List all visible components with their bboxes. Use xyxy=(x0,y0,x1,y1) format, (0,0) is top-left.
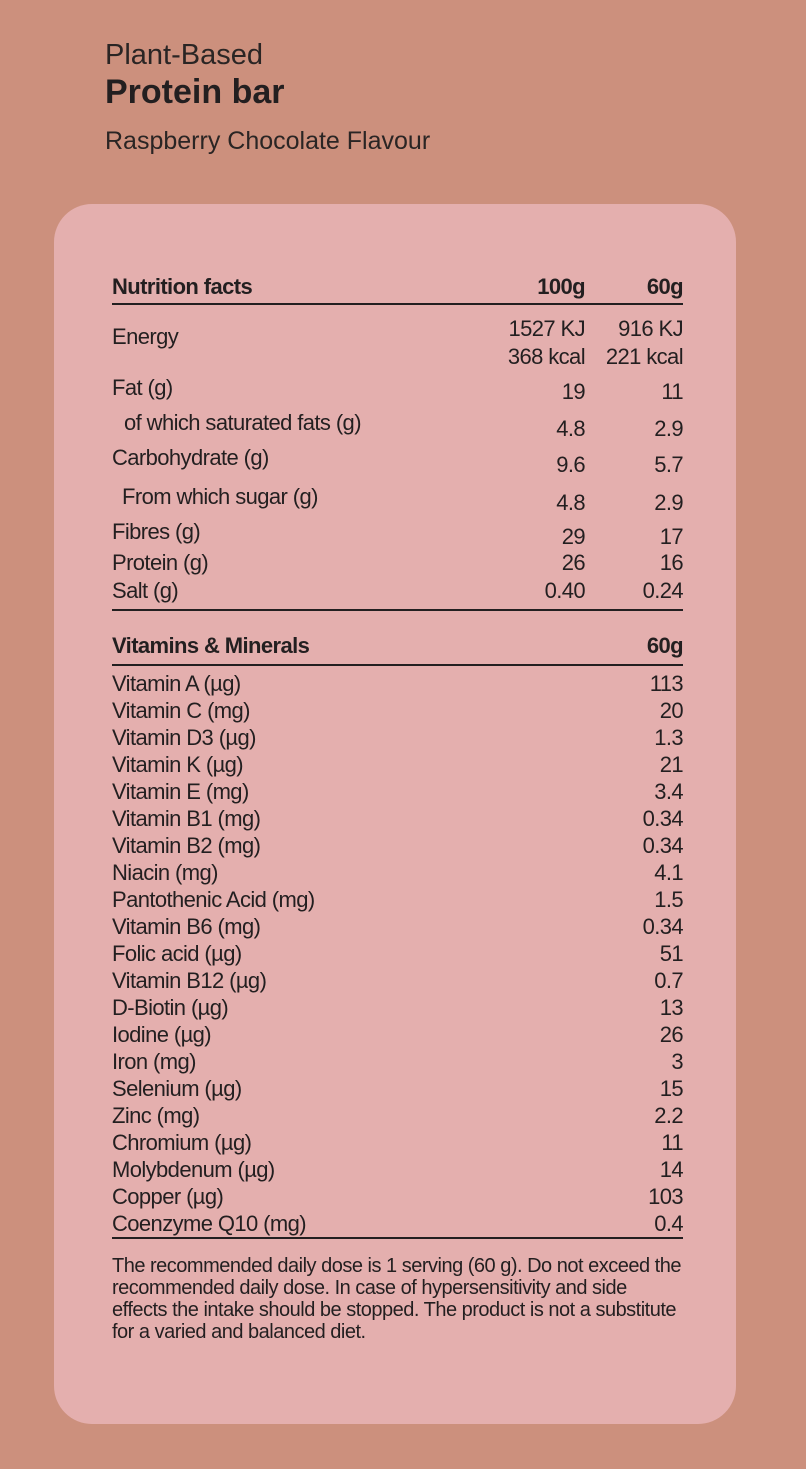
row-value-60g: 5.7 xyxy=(654,452,683,477)
nutrition-table-header xyxy=(112,270,683,305)
row-value-100g: 19 xyxy=(561,379,585,404)
sugar-row xyxy=(112,481,683,519)
vitamin-row xyxy=(112,1075,683,1102)
vitamin-row xyxy=(112,751,683,778)
vitamin-label: Vitamin B12 (µg) xyxy=(112,968,267,993)
vitamin-value-60g: 0.7 xyxy=(654,968,683,993)
vitamin-label: Selenium (µg) xyxy=(112,1076,242,1101)
vitamin-row xyxy=(112,1048,683,1075)
vitamin-value-60g: 51 xyxy=(659,941,683,966)
row-value-60g: 2.9 xyxy=(654,416,683,441)
vitamin-value-60g: 0.4 xyxy=(654,1211,683,1236)
vitamin-value-60g: 0.34 xyxy=(642,833,683,858)
vitamin-row xyxy=(112,913,683,940)
vitamin-value-60g: 21 xyxy=(659,752,683,777)
vitamin-value-60g: 113 xyxy=(649,671,683,696)
vitamin-value-60g: 3 xyxy=(671,1049,683,1074)
row-value-100g: 0.40 xyxy=(544,578,585,603)
vitamins-heading: Vitamins & Minerals xyxy=(112,633,310,658)
vitamin-label: Folic acid (µg) xyxy=(112,941,242,966)
col-60g-header: 60g xyxy=(646,274,683,299)
row-value-100g: 4.8 xyxy=(556,416,585,441)
vitamin-row xyxy=(112,1102,683,1129)
vitamin-row xyxy=(112,1021,683,1048)
vitamins-list xyxy=(112,666,683,1239)
vitamin-row xyxy=(112,1156,683,1183)
vitamin-value-60g: 2.2 xyxy=(654,1103,683,1128)
energy-kj-60g: 916 KJ xyxy=(618,316,683,341)
flavour-subtitle: Raspberry Chocolate Flavour xyxy=(105,127,431,155)
row-label: of which saturated fats (g) xyxy=(124,410,361,435)
salt-row xyxy=(112,577,683,611)
vitamin-label: Chromium (µg) xyxy=(112,1130,252,1155)
vitamin-label: Coenzyme Q10 (mg) xyxy=(112,1211,306,1236)
nutrition-heading: Nutrition facts xyxy=(112,274,253,299)
vitamin-row xyxy=(112,697,683,724)
vitamin-label: Vitamin C (mg) xyxy=(112,698,250,723)
vitamin-label: Pantothenic Acid (mg) xyxy=(112,887,315,912)
vitamin-row xyxy=(112,940,683,967)
vitamin-label: Zinc (mg) xyxy=(112,1103,200,1128)
energy-kcal-60g: 221 kcal xyxy=(605,344,683,369)
vitamin-label: Molybdenum (µg) xyxy=(112,1157,275,1182)
vitamin-label: Vitamin B2 (mg) xyxy=(112,833,261,858)
vitamin-value-60g: 13 xyxy=(659,995,683,1020)
vitamin-value-60g: 0.34 xyxy=(642,914,683,939)
vitamin-label: Vitamin K (µg) xyxy=(112,752,244,777)
vitamin-row xyxy=(112,1183,683,1210)
vitamin-value-60g: 4.1 xyxy=(654,860,683,885)
vitamin-label: Vitamin D3 (µg) xyxy=(112,725,256,750)
energy-60g xyxy=(585,315,683,373)
row-value-60g: 0.24 xyxy=(642,578,683,603)
vitamin-label: Vitamin E (mg) xyxy=(112,779,249,804)
vitamin-label: Iron (mg) xyxy=(112,1049,196,1074)
vitamins-col-60g-header: 60g xyxy=(646,633,683,658)
vitamin-row xyxy=(112,967,683,994)
row-value-100g: 26 xyxy=(561,550,585,575)
vitamin-label: Iodine (µg) xyxy=(112,1022,212,1047)
vitamin-row xyxy=(112,859,683,886)
carbohydrate-row xyxy=(112,443,683,481)
vitamin-value-60g: 14 xyxy=(659,1157,683,1182)
vitamin-row xyxy=(112,886,683,913)
vitamin-label: Vitamin B6 (mg) xyxy=(112,914,261,939)
vitamin-row xyxy=(112,1129,683,1156)
row-label: From which sugar (g) xyxy=(122,484,318,509)
row-value-60g: 11 xyxy=(661,379,683,404)
header xyxy=(105,38,430,156)
vitamin-label: Copper (µg) xyxy=(112,1184,224,1209)
vitamin-row xyxy=(112,994,683,1021)
col-100g-header: 100g xyxy=(537,274,585,299)
energy-label: Energy xyxy=(112,324,179,349)
nutrition-panel xyxy=(112,270,683,1343)
vitamin-label: D-Biotin (µg) xyxy=(112,995,229,1020)
vitamin-row xyxy=(112,832,683,859)
vitamin-value-60g: 20 xyxy=(659,698,683,723)
fat-row xyxy=(112,375,683,409)
saturated-fats-row xyxy=(112,409,683,443)
vitamin-value-60g: 103 xyxy=(648,1184,683,1209)
row-label: Carbohydrate (g) xyxy=(112,445,269,470)
energy-kcal-100g: 368 kcal xyxy=(507,344,585,369)
vitamin-value-60g: 0.34 xyxy=(642,806,683,831)
energy-row xyxy=(112,305,683,373)
row-value-100g: 9.6 xyxy=(556,452,585,477)
vitamin-row xyxy=(112,805,683,832)
row-value-100g: 4.8 xyxy=(556,490,585,515)
vitamins-table-header xyxy=(112,623,683,666)
row-value-60g: 2.9 xyxy=(654,490,683,515)
vitamin-value-60g: 11 xyxy=(661,1130,683,1155)
row-value-60g: 16 xyxy=(659,550,683,575)
vitamin-row xyxy=(112,724,683,751)
fibres-row xyxy=(112,519,683,549)
vitamin-label: Vitamin B1 (mg) xyxy=(112,806,261,831)
vitamin-label: Niacin (mg) xyxy=(112,860,218,885)
vitamin-row xyxy=(112,1210,683,1237)
energy-100g xyxy=(485,315,585,373)
vitamin-value-60g: 1.5 xyxy=(654,887,683,912)
vitamin-row xyxy=(112,778,683,805)
pre-title: Plant-Based xyxy=(105,39,263,71)
row-label: Salt (g) xyxy=(112,578,179,603)
row-label: Fat (g) xyxy=(112,375,173,400)
vitamin-value-60g: 15 xyxy=(659,1076,683,1101)
vitamin-value-60g: 26 xyxy=(659,1022,683,1047)
nutrition-card xyxy=(54,204,736,1424)
row-label: Protein (g) xyxy=(112,550,209,575)
dosage-footnote: The recommended daily dose is 1 serving (60 g). Do not exceed the recommended daily dose. In case of hypersensitivity and side effects the intake should be stopped. The product is not a substitute for a varied and balanced diet. xyxy=(112,1255,681,1343)
vitamin-label: Vitamin A (µg) xyxy=(112,671,241,696)
row-value-60g: 17 xyxy=(659,524,683,549)
energy-kj-100g: 1527 KJ xyxy=(508,316,585,341)
row-label: Fibres (g) xyxy=(112,519,201,544)
product-title: Protein bar xyxy=(105,73,285,111)
vitamin-value-60g: 3.4 xyxy=(654,779,683,804)
protein-row xyxy=(112,549,683,577)
vitamin-value-60g: 1.3 xyxy=(654,725,683,750)
vitamin-row xyxy=(112,670,683,697)
row-value-100g: 29 xyxy=(561,524,585,549)
